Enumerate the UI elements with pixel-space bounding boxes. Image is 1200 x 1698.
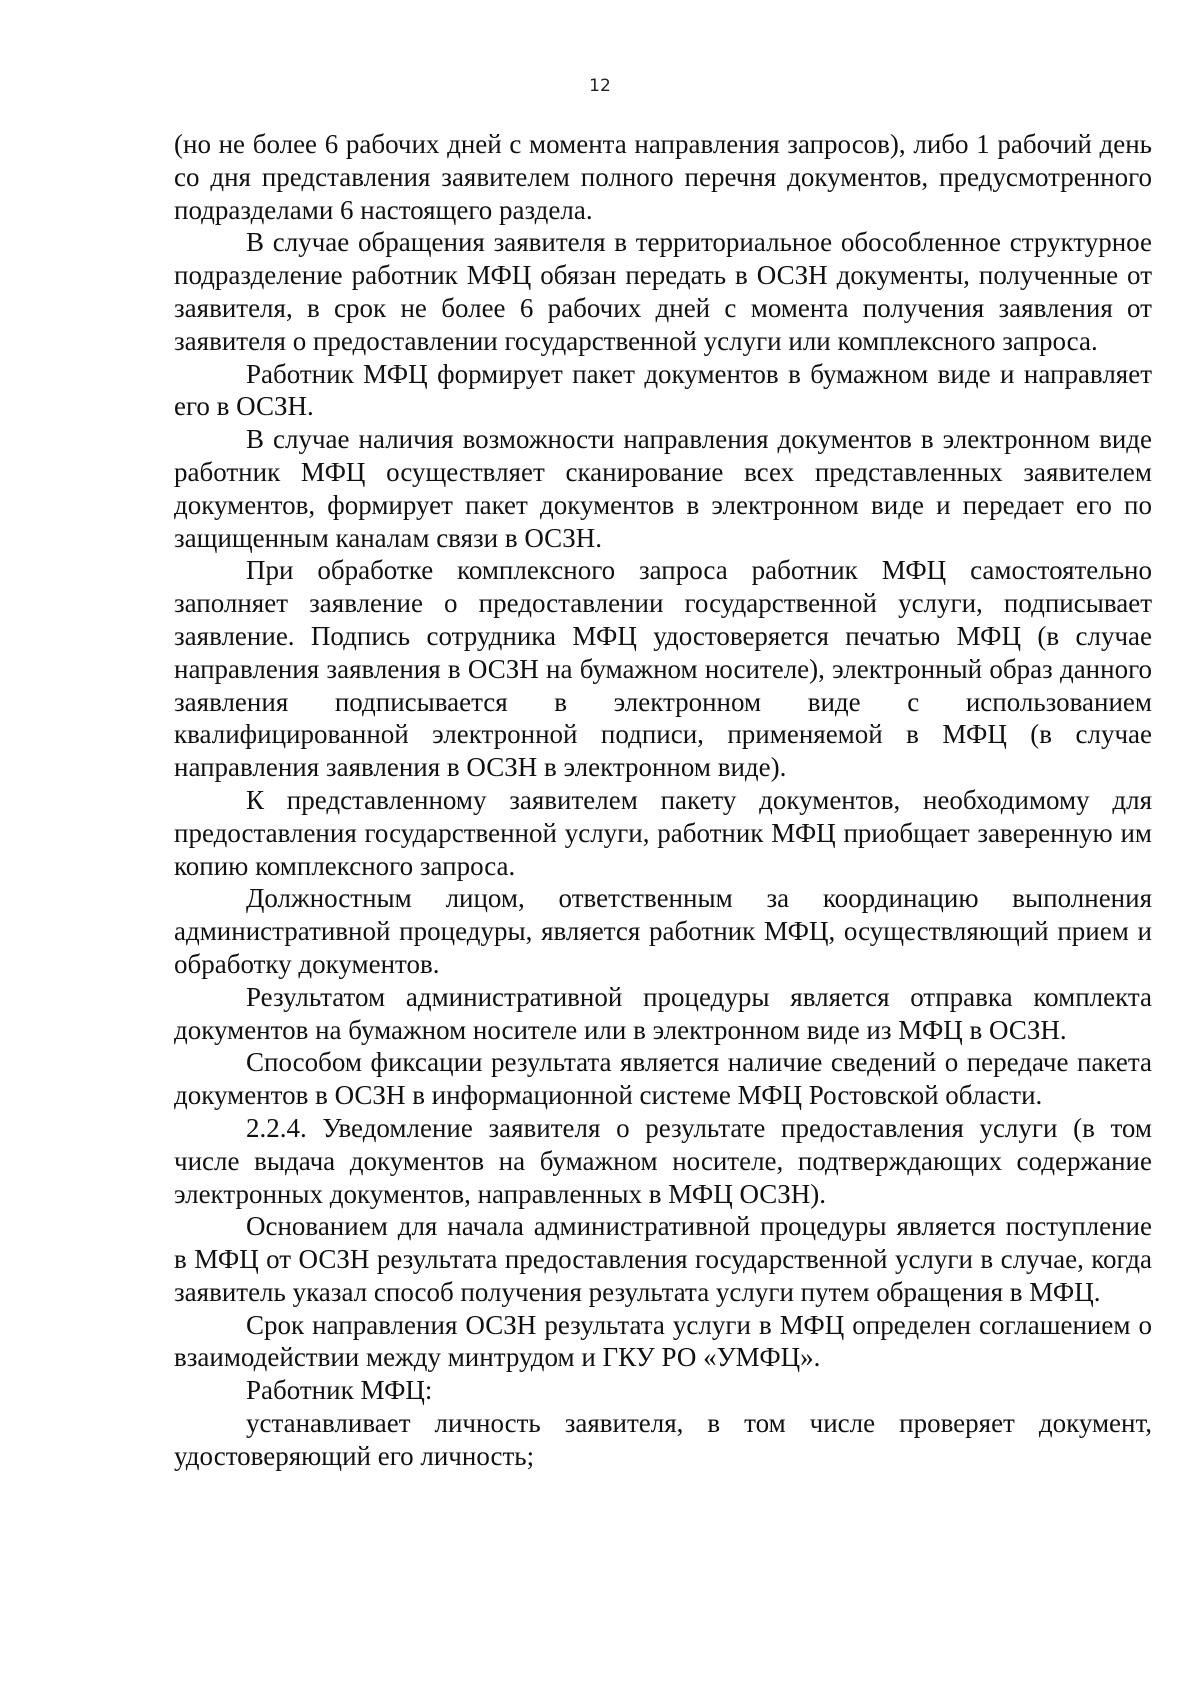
paragraph-territorial-subdivision: В случае обращения заявителя в территориальное обособленное структурное подразделение работник МФЦ обязан передать в ОСЗН документы, полученные от заявителя, в срок не более 6 рабочих дней с момента получения заявления от заявителя о предоставлении государственной услуги или комплексного запроса. <box>174 227 1152 356</box>
paragraph-section-2-2-4: 2.2.4. Уведомление заявителя о результате предоставления услуги (в том числе выдача документов на бумажном носителе, подтверждающих содержание электронных документов, направленных в МФЦ ОСЗН). <box>174 1112 1152 1209</box>
document-body <box>174 128 1152 1473</box>
paragraph-responsible-official: Должностным лицом, ответственным за координацию выполнения административной процедуры, является работник МФЦ, осуществляющий прием и обработку документов. <box>174 883 1152 979</box>
paragraph-deadline: Срок направления ОСЗН результата услуги в МФЦ определен соглашением о взаимодействии между минтрудом и ГКУ РО «УМФЦ». <box>174 1309 1152 1373</box>
paragraph-attach-copy: К представленному заявителем пакету документов, необходимому для предоставления государственной услуги, работник МФЦ приобщает заверенную им копию комплексного запроса. <box>174 784 1152 881</box>
paragraph-paper-package: Работник МФЦ формирует пакет документов в бумажном виде и направляет его в ОСЗН. <box>174 358 1152 422</box>
paragraph-fixation-method: Способом фиксации результата является наличие сведений о передаче пакета документов в ОСЗН в информационной системе МФЦ Ростовской области. <box>174 1047 1152 1111</box>
paragraph-procedure-basis: Основанием для начала административной процедуры является поступление в МФЦ от ОСЗН результата предоставления государственной услуги в случае, когда заявитель указал способ получения результата услуги путем обращения в МФЦ. <box>174 1211 1152 1307</box>
paragraph-identity-check: устанавливает личность заявителя, в том числе проверяет документ, удостоверяющий его личность; <box>174 1408 1152 1471</box>
paragraph-procedure-result: Результатом административной процедуры является отправка комплекта документов на бумажном носителе или в электронном виде из МФЦ в ОСЗН. <box>174 981 1152 1045</box>
paragraph-electronic-package: В случае наличия возможности направления документов в электронном виде работник МФЦ осуществляет сканирование всех представленных заявителем документов, формирует пакет документов в электронном виде и передает его по защищенным каналам связи в ОСЗН. <box>174 424 1152 553</box>
paragraph-complex-request: При обработке комплексного запроса работник МФЦ самостоятельно заполняет заявление о предоставлении государственной услуги, подписывает заявление. Подпись сотрудника МФЦ удостоверяется печатью МФЦ (в случае направления заявления в ОСЗН на бумажном носителе), электронный образ данного заявления подписывается в электронном виде с использованием квалифицированной электронной подписи, применяемой в МФЦ (в случае направления заявления в ОСЗН в электронном виде). <box>174 555 1152 783</box>
page-number: 12 <box>589 76 611 96</box>
paragraph-worker-heading: Работник МФЦ: <box>246 1375 433 1406</box>
paragraph-continuation: (но не более 6 рабочих дней с момента направления запросов), либо 1 рабочий день со дня представления заявителем полного перечня документов, предусмотренного подразделами 6 настоящего раздела. <box>174 129 1152 225</box>
